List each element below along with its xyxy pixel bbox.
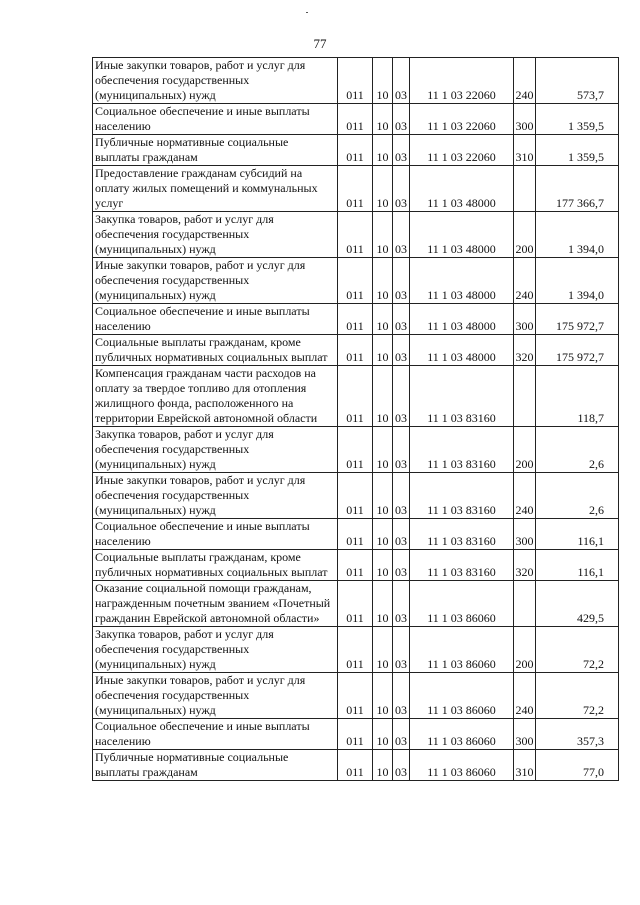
- cell-expense-type-code: 240: [514, 58, 536, 104]
- cell-expense-name: Закупка товаров, работ и услуг для обеспечения государственных (муниципальных) нужд: [93, 212, 338, 258]
- cell-ministry-code: 011: [338, 212, 373, 258]
- cell-expense-type-code: 240: [514, 673, 536, 719]
- page-number: 77: [313, 36, 327, 51]
- cell-target-item-code: 11 1 03 48000: [410, 258, 514, 304]
- cell-subsection-code: 03: [393, 104, 410, 135]
- cell-amount: 1 359,5: [536, 135, 619, 166]
- cell-subsection-code: 03: [393, 258, 410, 304]
- cell-expense-name: Иные закупки товаров, работ и услуг для обеспечения государственных (муниципальных) нужд: [93, 673, 338, 719]
- cell-expense-name: Оказание социальной помощи гражданам, награжденным почетным званием «Почетный гражданин Еврейской автономной области»: [93, 581, 338, 627]
- cell-amount: 177 366,7: [536, 166, 619, 212]
- cell-section-code: 10: [373, 335, 393, 366]
- cell-expense-name: Предоставление гражданам субсидий на оплату жилых помещений и коммунальных услуг: [93, 166, 338, 212]
- cell-expense-type-code: 300: [514, 519, 536, 550]
- cell-expense-name: Социальное обеспечение и иные выплаты населению: [93, 104, 338, 135]
- cell-amount: 116,1: [536, 550, 619, 581]
- cell-section-code: 10: [373, 166, 393, 212]
- cell-subsection-code: 03: [393, 335, 410, 366]
- cell-expense-type-code: 320: [514, 335, 536, 366]
- cell-expense-name: Публичные нормативные социальные выплаты гражданам: [93, 750, 338, 781]
- cell-expense-name: Публичные нормативные социальные выплаты гражданам: [93, 135, 338, 166]
- cell-expense-name: Иные закупки товаров, работ и услуг для обеспечения государственных (муниципальных) нужд: [93, 58, 338, 104]
- cell-target-item-code: 11 1 03 86060: [410, 673, 514, 719]
- cell-section-code: 10: [373, 366, 393, 427]
- cell-subsection-code: 03: [393, 135, 410, 166]
- cell-subsection-code: 03: [393, 58, 410, 104]
- cell-subsection-code: 03: [393, 166, 410, 212]
- cell-subsection-code: 03: [393, 719, 410, 750]
- table-row: [93, 719, 619, 750]
- cell-expense-type-code: 300: [514, 304, 536, 335]
- cell-ministry-code: 011: [338, 104, 373, 135]
- table-body: [93, 58, 619, 781]
- cell-subsection-code: 03: [393, 366, 410, 427]
- cell-expense-type-code: [514, 581, 536, 627]
- cell-amount: 116,1: [536, 519, 619, 550]
- table-row: [93, 550, 619, 581]
- cell-section-code: 10: [373, 627, 393, 673]
- cell-amount: 357,3: [536, 719, 619, 750]
- cell-target-item-code: 11 1 03 83160: [410, 519, 514, 550]
- cell-amount: 1 394,0: [536, 212, 619, 258]
- cell-ministry-code: 011: [338, 427, 373, 473]
- cell-ministry-code: 011: [338, 366, 373, 427]
- cell-target-item-code: 11 1 03 22060: [410, 135, 514, 166]
- cell-expense-name: Закупка товаров, работ и услуг для обеспечения государственных (муниципальных) нужд: [93, 427, 338, 473]
- scan-speck: [306, 12, 308, 13]
- cell-target-item-code: 11 1 03 48000: [410, 335, 514, 366]
- table-row: [93, 104, 619, 135]
- cell-ministry-code: 011: [338, 550, 373, 581]
- table-row: [93, 673, 619, 719]
- cell-target-item-code: 11 1 03 86060: [410, 719, 514, 750]
- cell-expense-type-code: 240: [514, 258, 536, 304]
- cell-target-item-code: 11 1 03 22060: [410, 104, 514, 135]
- cell-subsection-code: 03: [393, 627, 410, 673]
- table-row: [93, 750, 619, 781]
- cell-expense-name: Социальное обеспечение и иные выплаты населению: [93, 519, 338, 550]
- cell-ministry-code: 011: [338, 581, 373, 627]
- cell-expense-type-code: 310: [514, 135, 536, 166]
- cell-expense-name: Иные закупки товаров, работ и услуг для обеспечения государственных (муниципальных) нужд: [93, 258, 338, 304]
- cell-expense-type-code: 200: [514, 212, 536, 258]
- table-row: [93, 258, 619, 304]
- cell-subsection-code: 03: [393, 750, 410, 781]
- cell-expense-name: Иные закупки товаров, работ и услуг для обеспечения государственных (муниципальных) нужд: [93, 473, 338, 519]
- cell-section-code: 10: [373, 550, 393, 581]
- table-row: [93, 627, 619, 673]
- cell-subsection-code: 03: [393, 212, 410, 258]
- cell-target-item-code: 11 1 03 83160: [410, 550, 514, 581]
- cell-expense-type-code: [514, 166, 536, 212]
- cell-ministry-code: 011: [338, 673, 373, 719]
- cell-expense-type-code: [514, 366, 536, 427]
- cell-target-item-code: 11 1 03 86060: [410, 750, 514, 781]
- cell-target-item-code: 11 1 03 83160: [410, 427, 514, 473]
- cell-section-code: 10: [373, 673, 393, 719]
- cell-subsection-code: 03: [393, 304, 410, 335]
- cell-expense-name: Социальное обеспечение и иные выплаты населению: [93, 719, 338, 750]
- cell-target-item-code: 11 1 03 86060: [410, 627, 514, 673]
- cell-amount: 1 359,5: [536, 104, 619, 135]
- cell-target-item-code: 11 1 03 48000: [410, 212, 514, 258]
- cell-expense-type-code: 300: [514, 104, 536, 135]
- cell-section-code: 10: [373, 750, 393, 781]
- table-row: [93, 366, 619, 427]
- cell-ministry-code: 011: [338, 58, 373, 104]
- cell-ministry-code: 011: [338, 519, 373, 550]
- cell-target-item-code: 11 1 03 86060: [410, 581, 514, 627]
- table-row: [93, 135, 619, 166]
- cell-ministry-code: 011: [338, 258, 373, 304]
- cell-ministry-code: 011: [338, 627, 373, 673]
- cell-section-code: 10: [373, 719, 393, 750]
- cell-ministry-code: 011: [338, 166, 373, 212]
- cell-subsection-code: 03: [393, 673, 410, 719]
- cell-section-code: 10: [373, 519, 393, 550]
- cell-expense-name: Закупка товаров, работ и услуг для обеспечения государственных (муниципальных) нужд: [93, 627, 338, 673]
- cell-subsection-code: 03: [393, 519, 410, 550]
- cell-target-item-code: 11 1 03 83160: [410, 366, 514, 427]
- table-row: [93, 212, 619, 258]
- cell-amount: 118,7: [536, 366, 619, 427]
- cell-expense-type-code: 200: [514, 627, 536, 673]
- table-row: [93, 304, 619, 335]
- cell-ministry-code: 011: [338, 135, 373, 166]
- cell-amount: 175 972,7: [536, 335, 619, 366]
- cell-expense-type-code: 320: [514, 550, 536, 581]
- budget-table: [92, 57, 619, 781]
- cell-target-item-code: 11 1 03 22060: [410, 58, 514, 104]
- cell-ministry-code: 011: [338, 473, 373, 519]
- cell-expense-name: Социальное обеспечение и иные выплаты населению: [93, 304, 338, 335]
- cell-section-code: 10: [373, 258, 393, 304]
- cell-section-code: 10: [373, 581, 393, 627]
- cell-subsection-code: 03: [393, 581, 410, 627]
- table-row: [93, 473, 619, 519]
- cell-subsection-code: 03: [393, 427, 410, 473]
- cell-ministry-code: 011: [338, 304, 373, 335]
- cell-target-item-code: 11 1 03 48000: [410, 166, 514, 212]
- table-row: [93, 335, 619, 366]
- cell-ministry-code: 011: [338, 750, 373, 781]
- cell-amount: 429,5: [536, 581, 619, 627]
- cell-amount: 1 394,0: [536, 258, 619, 304]
- cell-section-code: 10: [373, 104, 393, 135]
- cell-expense-type-code: 310: [514, 750, 536, 781]
- cell-amount: 2,6: [536, 473, 619, 519]
- cell-ministry-code: 011: [338, 335, 373, 366]
- cell-amount: 175 972,7: [536, 304, 619, 335]
- cell-target-item-code: 11 1 03 83160: [410, 473, 514, 519]
- cell-expense-type-code: 300: [514, 719, 536, 750]
- cell-expense-name: Компенсация гражданам части расходов на оплату за твердое топливо для отопления жилищного фонда, расположенного на территории Еврейской автономной области: [93, 366, 338, 427]
- table-row: [93, 427, 619, 473]
- cell-amount: 77,0: [536, 750, 619, 781]
- cell-target-item-code: 11 1 03 48000: [410, 304, 514, 335]
- cell-amount: 2,6: [536, 427, 619, 473]
- cell-section-code: 10: [373, 135, 393, 166]
- cell-amount: 72,2: [536, 627, 619, 673]
- cell-section-code: 10: [373, 212, 393, 258]
- cell-expense-name: Социальные выплаты гражданам, кроме публичных нормативных социальных выплат: [93, 335, 338, 366]
- cell-section-code: 10: [373, 58, 393, 104]
- cell-section-code: 10: [373, 473, 393, 519]
- cell-section-code: 10: [373, 427, 393, 473]
- cell-expense-type-code: 200: [514, 427, 536, 473]
- cell-subsection-code: 03: [393, 550, 410, 581]
- cell-expense-name: Социальные выплаты гражданам, кроме публичных нормативных социальных выплат: [93, 550, 338, 581]
- table-row: [93, 58, 619, 104]
- cell-expense-type-code: 240: [514, 473, 536, 519]
- cell-section-code: 10: [373, 304, 393, 335]
- cell-amount: 573,7: [536, 58, 619, 104]
- table-row: [93, 166, 619, 212]
- cell-subsection-code: 03: [393, 473, 410, 519]
- table-row: [93, 581, 619, 627]
- cell-ministry-code: 011: [338, 719, 373, 750]
- table-row: [93, 519, 619, 550]
- cell-amount: 72,2: [536, 673, 619, 719]
